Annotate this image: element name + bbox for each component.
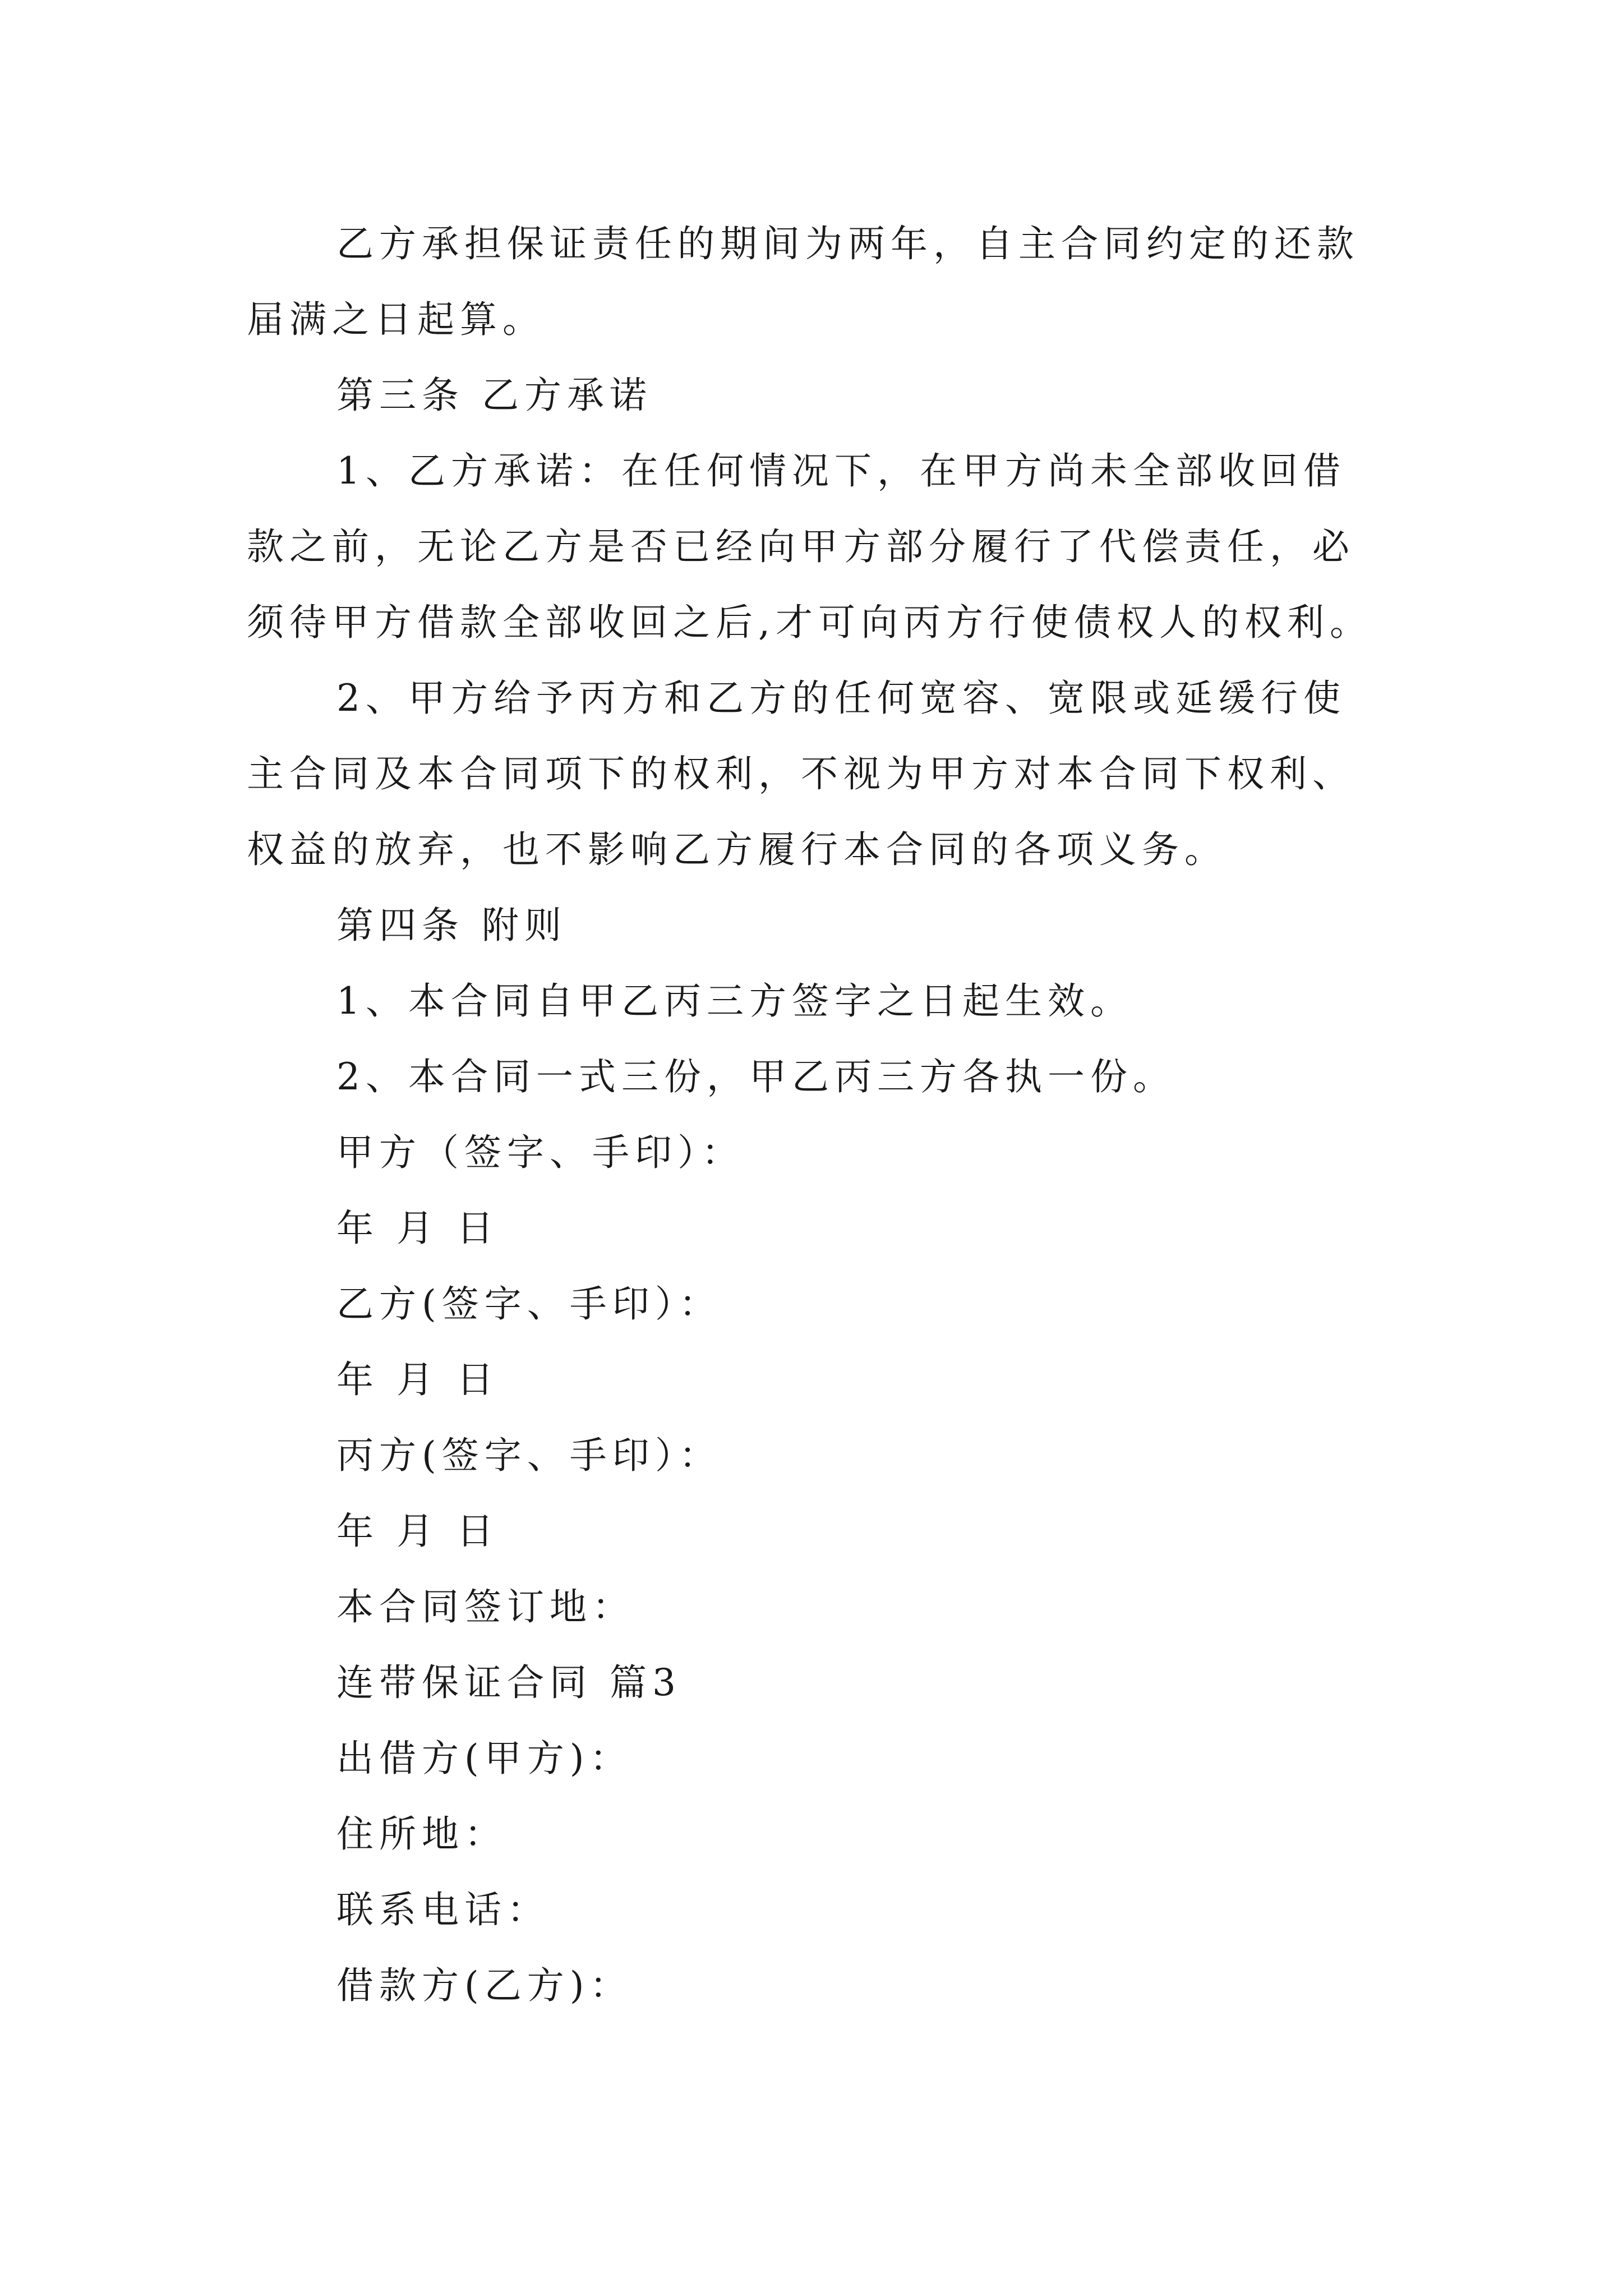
date-line: 年 月 日	[336, 1358, 499, 1401]
date-line: 年 月 日	[336, 1510, 499, 1553]
paragraph-line: 主合同及本合同项下的权利，不视为甲方对本合同下权利、	[247, 752, 1355, 795]
signature-label: 乙方(签字、手印）：	[336, 1282, 722, 1326]
signature-label: 丙方(签字、手印）：	[336, 1434, 722, 1477]
section-heading: 第四条 附则	[336, 904, 567, 947]
signature-label: 甲方（签字、手印）：	[336, 1131, 744, 1174]
paragraph-line: 2、甲方给予丙方和乙方的任何宽容、宽限或延缓行使	[336, 677, 1346, 720]
paragraph-line: 2、本合同一式三份，甲乙丙三方各执一份。	[336, 1055, 1175, 1098]
paragraph-line: 1、本合同自甲乙丙三方签字之日起生效。	[336, 979, 1133, 1023]
paragraph-line: 届满之日起算。	[247, 298, 545, 341]
field-label: 住所地：	[336, 1812, 507, 1856]
field-label: 联系电话：	[336, 1888, 550, 1931]
paragraph-line: 1、乙方承诺：在任何情况下，在甲方尚未全部收回借	[336, 449, 1346, 493]
field-label: 出借方(甲方)：	[336, 1737, 633, 1780]
document-section-title: 连带保证合同 篇3	[336, 1661, 681, 1704]
paragraph-line: 权益的放弃，也不影响乙方履行本合同的各项义务。	[247, 828, 1227, 871]
paragraph-line: 款之前，无论乙方是否已经向甲方部分履行了代偿责任，必	[247, 525, 1355, 568]
signing-place-label: 本合同签订地：	[336, 1585, 635, 1628]
date-line: 年 月 日	[336, 1207, 499, 1250]
section-heading: 第三条 乙方承诺	[336, 374, 652, 417]
field-label: 借款方(乙方)：	[336, 1964, 633, 2007]
paragraph-line: 乙方承担保证责任的期间为两年，自主合同约定的还款	[336, 222, 1359, 265]
paragraph-line: 须待甲方借款全部收回之后,才可向丙方行使债权人的权利。	[247, 601, 1372, 644]
